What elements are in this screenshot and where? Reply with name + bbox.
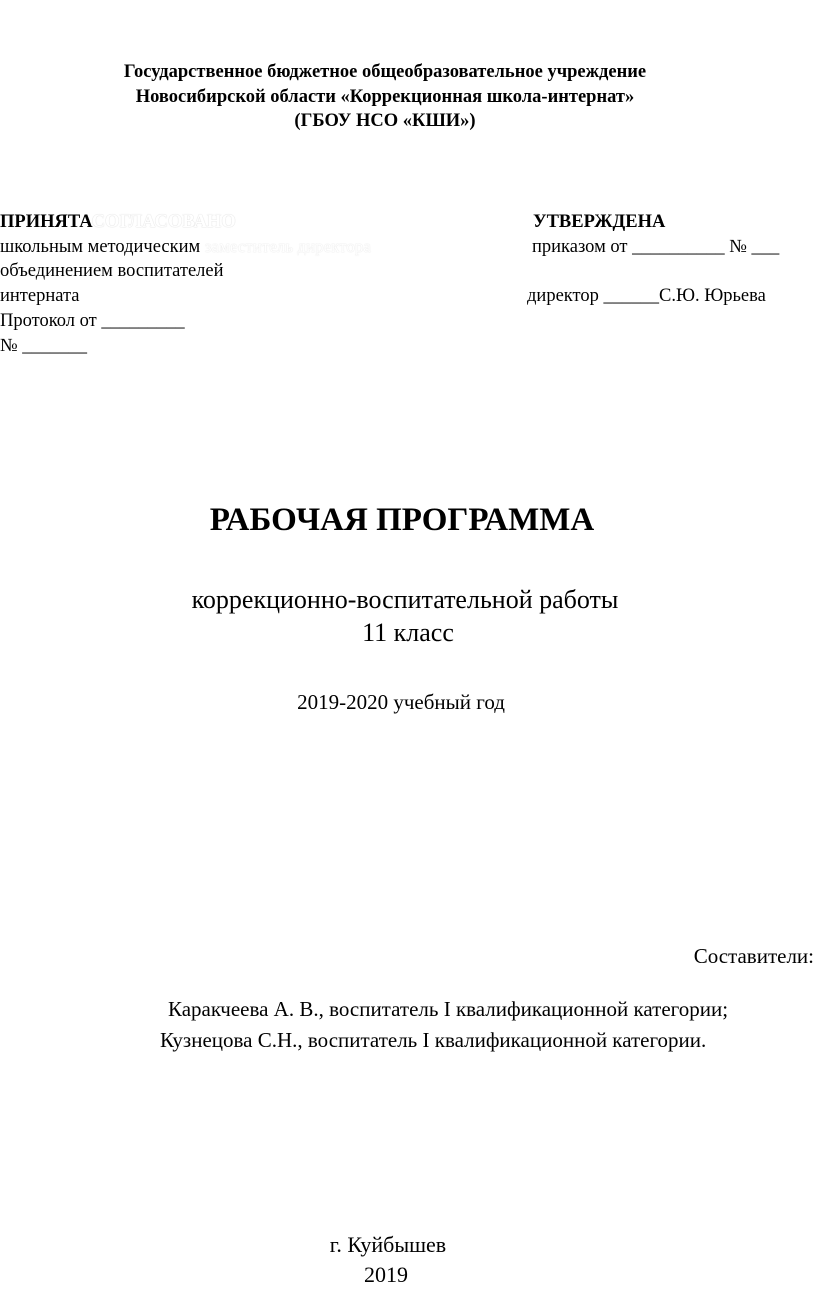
approval-right-title: УТВЕРЖДЕНА	[533, 212, 666, 232]
approval-ghost-line1: заместитель директора	[204, 237, 371, 256]
org-name-line2: Новосибирской области «Коррекционная школа-интернат»	[135, 87, 635, 107]
approval-left-line2: объединением воспитателей	[0, 261, 224, 281]
approval-left-title: ПРИНЯТА	[0, 212, 92, 232]
approval-right-director: директор ______С.Ю. Юрьева	[527, 286, 766, 306]
approval-left-line3: интерната	[0, 286, 80, 306]
author-1: Каракчеева А. В., воспитатель I квалификационной категории;	[168, 997, 729, 1021]
approval-ghost-title: СОГЛАСОВАНО	[91, 212, 236, 232]
approval-left-title-row	[0, 210, 236, 234]
approval-left-line1-row	[0, 235, 371, 259]
program-grade: 11 класс	[362, 618, 454, 647]
academic-year: 2019-2020 учебный год	[297, 690, 505, 714]
org-abbreviation: (ГБОУ НСО «КШИ»)	[294, 111, 476, 131]
authors-heading: Составители:	[693, 944, 814, 968]
author-2: Кузнецова С.Н., воспитатель I квалификационной категории.	[160, 1028, 707, 1052]
footer-year: 2019	[364, 1262, 408, 1287]
approval-left-line1: школьным методическим	[0, 237, 201, 257]
program-subject: коррекционно-воспитательной работы	[191, 585, 619, 614]
approval-right-order: приказом от __________ № ___	[532, 237, 780, 257]
city: г. Куйбышев	[329, 1232, 447, 1257]
approval-left-number: № _______	[0, 336, 88, 356]
page-title: РАБОЧАЯ ПРОГРАММА	[209, 502, 595, 538]
approval-left-protocol: Протокол от _________	[0, 311, 185, 331]
org-name-line1: Государственное бюджетное общеобразовательное учреждение	[123, 62, 647, 82]
